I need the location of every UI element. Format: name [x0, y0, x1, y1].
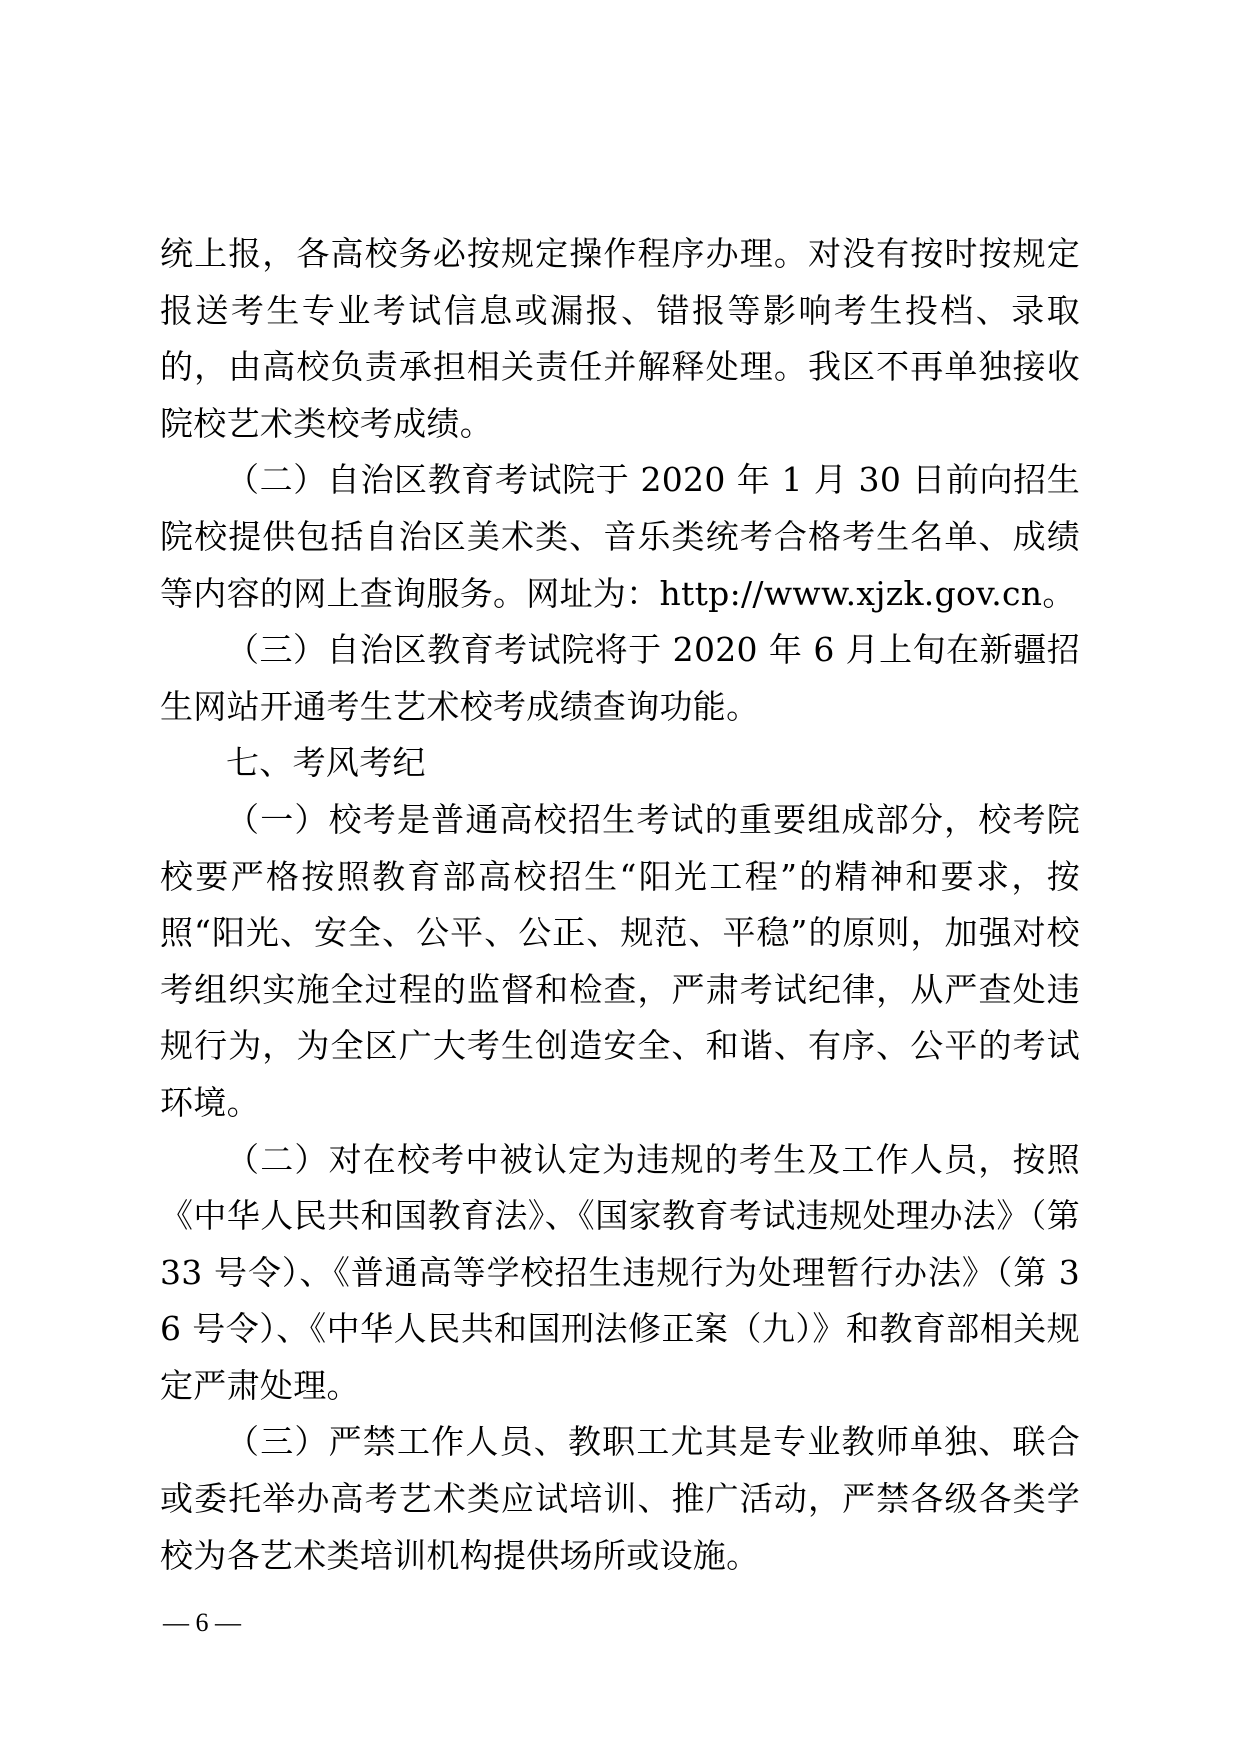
- paragraph-section-7-item-3: （三）严禁工作人员、教职工尤其是专业教师单独、联合或委托举办高考艺术类应试培训、推广活动，严禁各级各类学校为各艺术类培训机构提供场所或设施。: [160, 1422, 1080, 1575]
- section-heading-7: 七、考风考纪: [226, 743, 426, 783]
- document-body: [160, 226, 1080, 1584]
- paragraph-item-2: （二）自治区教育考试院于 2020 年 1 月 30 日前向招生院校提供包括自治区美术类、音乐类统考合格考生名单、成绩等内容的网上查询服务。网址为：http://www.xjzk.gov.cn。: [160, 460, 1080, 613]
- paragraph-section-7-item-1: （一）校考是普通高校招生考试的重要组成部分，校考院校要严格按照教育部高校招生“阳光工程”的精神和要求，按照“阳光、安全、公平、公正、规范、平稳”的原则，加强对校考组织实施全过程的监督和检查，严肃考试纪律，从严查处违规行为，为全区广大考生创造安全、和谐、有序、公平的考试环境。: [160, 799, 1080, 1122]
- paragraph-section-7-item-2: （二）对在校考中被认定为违规的考生及工作人员，按照《中华人民共和国教育法》、《国家教育考试违规处理办法》（第 33 号令）、《普通高等学校招生违规行为处理暂行办法》（第 36 号令）、《中华人民共和国刑法修正案（九）》和教育部相关规定严肃处理。: [160, 1139, 1080, 1405]
- paragraph-item-3: （三）自治区教育考试院将于 2020 年 6 月上旬在新疆招生网站开通考生艺术校考成绩查询功能。: [160, 630, 1080, 726]
- paragraph-continuation: 统上报，各高校务必按规定操作程序办理。对没有按时按规定报送考生专业考试信息或漏报、错报等影响考生投档、录取的，由高校负责承担相关责任并解释处理。我区不再单独接收院校艺术类校考成绩。: [160, 234, 1080, 443]
- page-number: — 6 —: [163, 1608, 241, 1637]
